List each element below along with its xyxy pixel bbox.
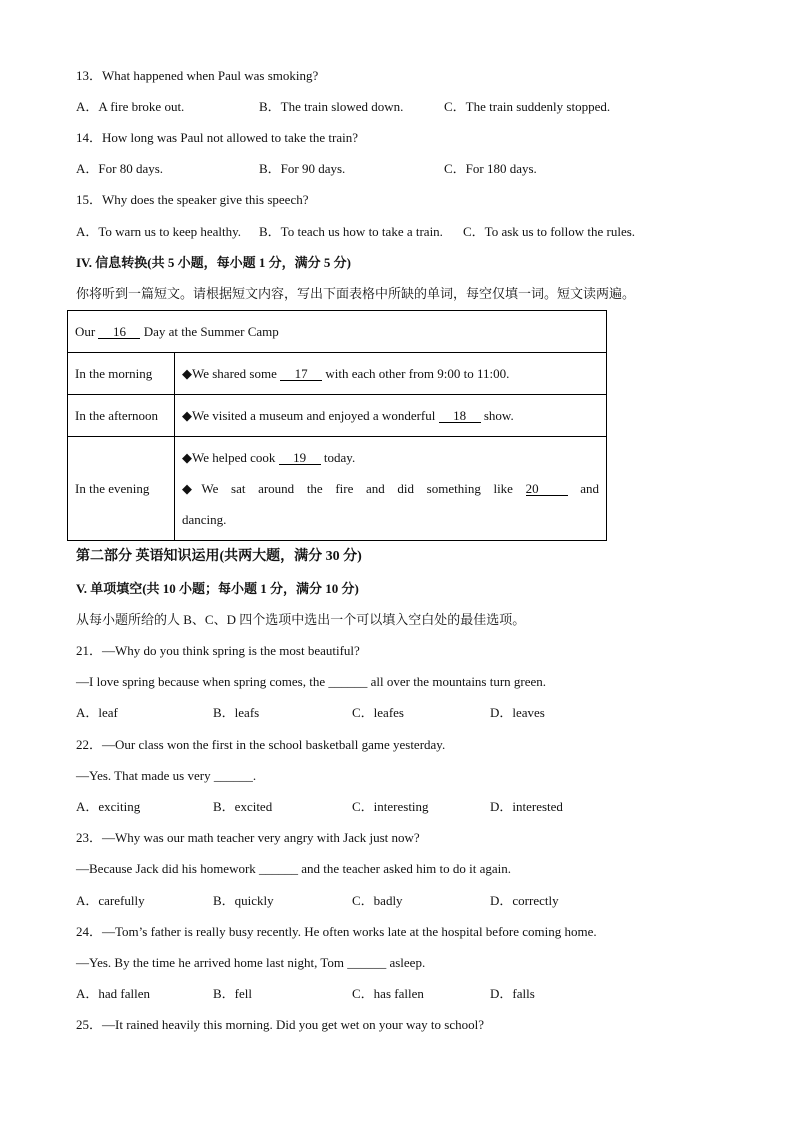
evening-line2-pre: ◆We sat around the fire and did something like (182, 481, 526, 496)
q23-option-d: D．correctly (490, 893, 559, 908)
table-title-row (68, 311, 607, 353)
q21-option-d: D．leaves (490, 705, 545, 720)
afternoon-pre: ◆We visited a museum and enjoyed a wonderful (182, 407, 439, 423)
row-label-evening: In the evening (68, 437, 175, 541)
evening-line-1 (182, 442, 599, 473)
evening-line2-post: and (567, 481, 599, 496)
question-21-line-2: —I love spring because when spring comes, the ______ all over the mountains turn green. (76, 674, 547, 689)
section-5-instruction: 从每小题所给的人 B、C、D 四个选项中选出一个可以填入空白处的最佳选项。 (76, 612, 526, 627)
evening-line-3: dancing. (182, 512, 227, 527)
q24-option-a: A．had fallen (76, 986, 151, 1001)
morning-pre: ◆We shared some (182, 365, 281, 381)
q14-option-c: C．For 180 days. (444, 161, 537, 176)
question-14-stem: 14．How long was Paul not allowed to take the train? (76, 130, 358, 145)
table-row-evening (68, 437, 607, 541)
q15-option-c: C．To ask us to follow the rules. (463, 224, 636, 239)
blank-20: 20 (526, 482, 568, 496)
table-title-pre: Our (75, 323, 99, 339)
blank-16: 16 (98, 325, 140, 339)
q24-option-d: D．falls (490, 986, 535, 1001)
blank-17: 17 (280, 367, 322, 381)
row-content-afternoon (175, 395, 607, 437)
q15-option-b: B．To teach us how to take a train. (259, 224, 443, 239)
q23-option-c: C．badly (352, 893, 403, 908)
question-24-line-1: 24．—Tom’s father is really busy recently. He often works late at the hospital before coming home. (76, 924, 597, 939)
q14-option-b: B．For 90 days. (259, 161, 346, 176)
row-content-morning (175, 353, 607, 395)
q13-option-c: C．The train suddenly stopped. (444, 99, 611, 114)
afternoon-post: show. (480, 407, 514, 423)
part-2-heading: 第二部分 英语知识运用(共两大题，满分 30 分) (76, 549, 362, 564)
row-label-afternoon: In the afternoon (68, 395, 175, 437)
q22-option-d: D．interested (490, 799, 563, 814)
section-5-heading: V. 单项填空(共 10 小题；每小题 1 分，满分 10 分) (76, 581, 359, 596)
morning-post: with each other from 9:00 to 11:00. (322, 365, 510, 381)
info-table (67, 310, 607, 541)
question-13-stem: 13．What happened when Paul was smoking? (76, 68, 319, 83)
q22-option-c: C．interesting (352, 799, 429, 814)
question-25-line-1: 25．—It rained heavily this morning. Did you get wet on your way to school? (76, 1017, 484, 1032)
evening-line1-post: today. (320, 450, 356, 465)
question-24-line-2: —Yes. By the time he arrived home last night, Tom ______ asleep. (76, 955, 426, 970)
table-title-post: Day at the Summer Camp (140, 323, 279, 339)
question-22-line-1: 22．—Our class won the first in the school basketball game yesterday. (76, 737, 446, 752)
row-label-morning: In the morning (68, 353, 175, 395)
table-row-afternoon (68, 395, 607, 437)
q24-option-b: B．fell (213, 986, 252, 1001)
q23-option-a: A．carefully (76, 893, 145, 908)
q15-option-a: A．To warn us to keep healthy. (76, 224, 242, 239)
section-4-instruction: 你将听到一篇短文。请根据短文内容，写出下面表格中所缺的单词，每空仅填一词。短文读两遍。 (76, 286, 636, 301)
table-title-cell (68, 311, 607, 353)
blank-19: 19 (279, 451, 321, 465)
question-23-line-2: —Because Jack did his homework ______ and the teacher asked him to do it again. (76, 861, 512, 876)
q22-option-b: B．excited (213, 799, 273, 814)
question-23-line-1: 23．—Why was our math teacher very angry with Jack just now? (76, 830, 420, 845)
q13-option-b: B．The train slowed down. (259, 99, 404, 114)
q13-option-a: A．A fire broke out. (76, 99, 185, 114)
q23-option-b: B．quickly (213, 893, 274, 908)
section-4-heading: IV. 信息转换(共 5 小题，每小题 1 分，满分 5 分) (76, 255, 351, 270)
q21-option-c: C．leafes (352, 705, 404, 720)
question-21-line-1: 21．—Why do you think spring is the most beautiful? (76, 643, 360, 658)
table-row-morning (68, 353, 607, 395)
q24-option-c: C．has fallen (352, 986, 424, 1001)
q22-option-a: A．exciting (76, 799, 141, 814)
evening-line-2 (182, 473, 599, 504)
row-content-evening (175, 437, 607, 541)
blank-18: 18 (439, 409, 481, 423)
q21-option-a: A．leaf (76, 705, 118, 720)
q21-option-b: B．leafs (213, 705, 260, 720)
question-15-stem: 15．Why does the speaker give this speech? (76, 192, 309, 207)
question-22-line-2: —Yes. That made us very ______. (76, 768, 257, 783)
q14-option-a: A．For 80 days. (76, 161, 164, 176)
evening-line1-pre: ◆We helped cook (182, 450, 279, 465)
